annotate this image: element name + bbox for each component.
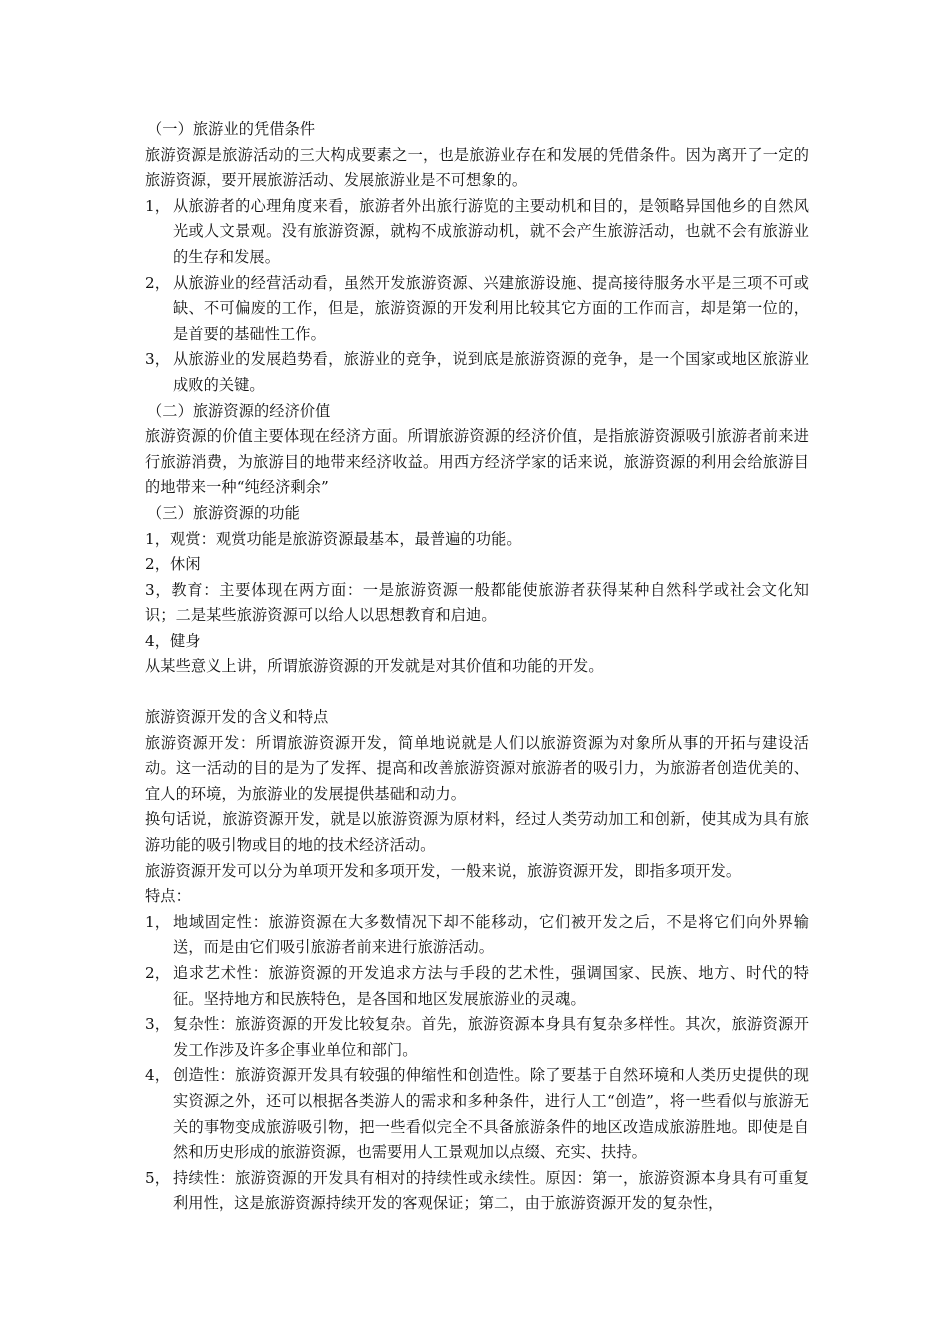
list-number: 2， <box>145 273 171 292</box>
development-restatement: 换句话说，旅游资源开发，就是以旅游资源为原材料，经过人类劳动加工和创新，使其成为具有旅游功能的吸引物或目的地的技术经济活动。 <box>145 810 809 855</box>
section2-body: 旅游资源的价值主要体现在经济方面。所谓旅游资源的经济价值，是指旅游资源吸引旅游者前来进行旅游消费，为旅游目的地带来经济收益。用西方经济学家的话来说，旅游资源的利用会给旅游目的地带来一种“纯经济剩余” <box>145 427 809 497</box>
list-number: 2， <box>145 964 171 982</box>
list-item <box>145 271 809 348</box>
list-item <box>145 910 809 961</box>
blank-line <box>145 680 809 705</box>
list-item <box>145 1166 809 1217</box>
list-text: 追求艺术性：旅游资源的开发追求方法与手段的艺术性，强调国家、民族、地方、时代的特征。坚持地方和民族特色，是各国和地区发展旅游业的灵魂。 <box>173 964 809 1008</box>
list-text: 地域固定性：旅游资源在大多数情况下却不能移动，它们被开发之后，不是将它们向外界输送，而是由它们吸引旅游者前来进行旅游活动。 <box>173 912 809 957</box>
list-item <box>145 961 809 1012</box>
section1-intro: 旅游资源是旅游活动的三大构成要素之一，也是旅游业存在和发展的凭借条件。因为离开了一定的旅游资源，要开展旅游活动、发展旅游业是不可想象的。 <box>145 145 809 190</box>
section-heading-2: （二）旅游资源的经济价值 <box>147 401 331 420</box>
function-item: 4，健身 <box>145 631 201 650</box>
section3-conclusion: 从某些意义上讲，所谓旅游资源的开发就是对其价值和功能的开发。 <box>145 657 604 676</box>
list-number: 4， <box>145 1066 171 1085</box>
list-text: 从旅游业的发展趋势看，旅游业的竞争，说到底是旅游资源的竞争，是一个国家或地区旅游业成败的关键。 <box>173 350 809 394</box>
list-item <box>145 194 809 271</box>
list-number: 3， <box>145 350 171 369</box>
document-page <box>145 117 809 1217</box>
list-text: 持续性：旅游资源的开发具有相对的持续性或永续性。原因：第一，旅游资源本身具有可重复利用性，这是旅游资源持续开发的客观保证；第二，由于旅游资源开发的复杂性， <box>173 1168 809 1213</box>
features-label: 特点： <box>145 887 191 906</box>
section-heading-4: 旅游资源开发的含义和特点 <box>145 708 329 727</box>
section-heading-1: （一）旅游业的凭借条件 <box>147 120 316 138</box>
list-item <box>145 347 809 398</box>
list-text: 创造性：旅游资源开发具有较强的伸缩性和创造性。除了要基于自然环境和人类历史提供的现实资源之外，还可以根据各类游人的需求和多种条件，进行人工“创造”，将一些看似与旅游无关的事物变成旅游吸引物，把一些看似完全不具备旅游条件的地区改造成旅游胜地。即使是自然和历史形成的旅游资源，也需要用人工景观加以点缀、充实、扶持。 <box>173 1066 809 1162</box>
section-heading-3: （三）旅游资源的功能 <box>147 503 300 522</box>
development-definition: 旅游资源开发：所谓旅游资源开发，简单地说就是人们以旅游资源为对象所从事的开拓与建设活动。这一活动的目的是为了发挥、提高和改善旅游资源对旅游者的吸引力，为旅游者创造优美的、宜人的环境，为旅游业的发展提供基础和动力。 <box>145 733 809 803</box>
function-item: 2，休闲 <box>145 555 201 574</box>
list-text: 从旅游者的心理角度来看，旅游者外出旅行游览的主要动机和目的，是领略异国他乡的自然风光或人文景观。没有旅游资源，就构不成旅游动机，就不会产生旅游活动，也就不会有旅游业的生存和发展。 <box>173 196 809 266</box>
function-item: 1，观赏：观赏功能是旅游资源最基本，最普遍的功能。 <box>145 529 522 548</box>
list-text: 从旅游业的经营活动看，虽然开发旅游资源、兴建旅游设施、提高接待服务水平是三项不可或缺、不可偏废的工作，但是，旅游资源的开发利用比较其它方面的工作而言，却是第一位的，是首要的基础性工作。 <box>173 273 809 343</box>
list-text: 复杂性：旅游资源的开发比较复杂。首先，旅游资源本身具有复杂多样性。其次，旅游资源开发工作涉及许多企事业单位和部门。 <box>173 1015 809 1059</box>
list-number: 1， <box>145 196 171 215</box>
list-number: 3， <box>145 1015 171 1034</box>
function-item: 3，教育：主要体现在两方面：一是旅游资源一般都能使旅游者获得某种自然科学或社会文化知识；二是某些旅游资源可以给人以思想教育和启迪。 <box>145 580 809 625</box>
list-number: 5， <box>145 1168 171 1187</box>
list-number: 1， <box>145 912 171 931</box>
list-item <box>145 1012 809 1063</box>
development-types: 旅游资源开发可以分为单项开发和多项开发，一般来说，旅游资源开发，即指多项开发。 <box>145 861 742 880</box>
list-item <box>145 1063 809 1165</box>
